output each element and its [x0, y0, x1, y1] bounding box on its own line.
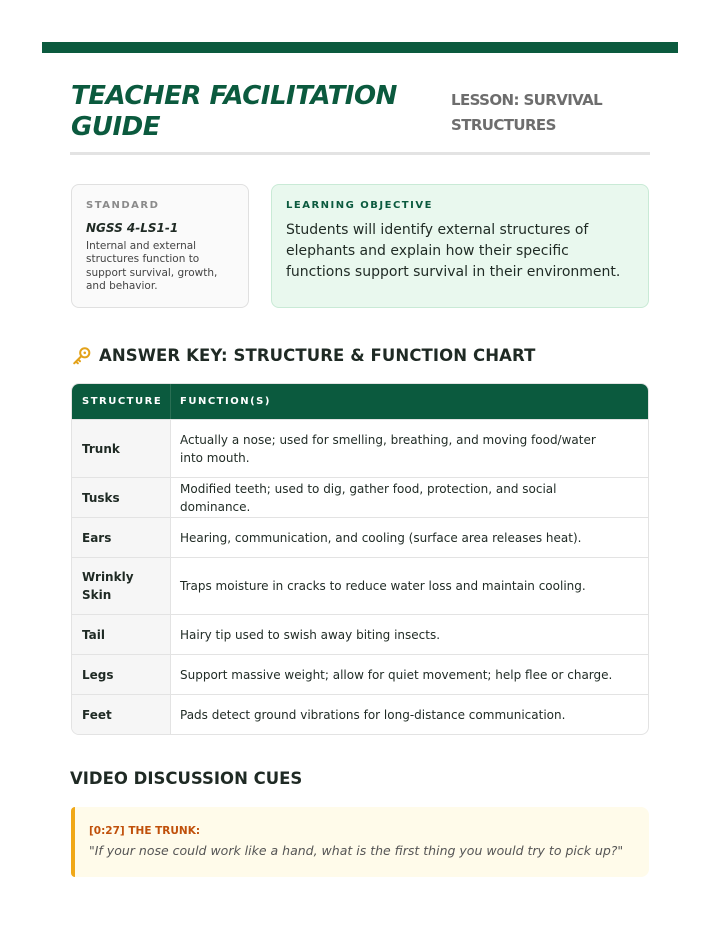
structure-cell: Ears	[72, 518, 171, 557]
function-cell: Actually a nose; used for smelling, breathing, and moving food/water into mouth.	[180, 432, 596, 465]
objective-label: LEARNING OBJECTIVE	[286, 200, 433, 211]
page-title: TEACHER FACILITATION GUIDE	[71, 81, 397, 142]
standard-description: Internal and external structures function to support survival, growth, and behavior.	[86, 240, 218, 293]
standard-code: NGSS 4-LS1-1	[86, 221, 179, 235]
top-accent-bar	[42, 42, 678, 53]
answer-key-heading	[71, 345, 671, 369]
column-header-structure: STRUCTURE	[72, 384, 171, 419]
table-row	[72, 694, 648, 734]
standard-label: STANDARD	[86, 200, 160, 211]
table-row	[72, 654, 648, 694]
structure-cell: Feet	[72, 695, 171, 734]
header-divider	[70, 152, 650, 155]
objective-card	[271, 184, 649, 308]
table-row	[72, 614, 648, 654]
video-cues-heading: VIDEO DISCUSSION CUES	[70, 769, 303, 788]
structure-cell: Trunk	[72, 420, 171, 477]
function-cell: Hearing, communication, and cooling (surface area releases heat).	[180, 530, 582, 545]
table-row	[72, 517, 648, 557]
cue-question: "If your nose could work like a hand, what is the first thing you would try to pick up?"	[89, 843, 624, 858]
structure-cell: Legs	[72, 655, 171, 694]
column-header-function: FUNCTION(S)	[180, 396, 271, 407]
function-cell: Pads detect ground vibrations for long-distance communication.	[180, 707, 566, 722]
structure-cell: Tusks	[72, 478, 171, 517]
lesson-title: LESSON: SURVIVAL STRUCTURES	[451, 91, 603, 134]
objective-text: Students will identify external structures of elephants and explain how their specific functions support survival in their environment.	[286, 222, 621, 280]
function-cell: Traps moisture in cracks to reduce water loss and maintain cooling.	[180, 579, 586, 593]
discussion-cue-card	[71, 807, 649, 877]
table-row	[72, 557, 648, 614]
structure-function-table	[71, 383, 649, 735]
cue-timestamp-label: [0:27] THE TRUNK:	[89, 825, 201, 837]
structure-cell: Wrinkly Skin	[72, 558, 171, 614]
answer-key-title: ANSWER KEY: STRUCTURE & FUNCTION CHART	[99, 346, 536, 365]
function-cell: Modified teeth; used to dig, gather food, protection, and social dominance.	[180, 481, 557, 514]
table-row	[72, 477, 648, 517]
table-row	[72, 419, 648, 477]
function-cell: Support massive weight; allow for quiet movement; help flee or charge.	[180, 667, 613, 682]
structure-cell: Tail	[72, 615, 171, 654]
table-header	[72, 384, 648, 419]
key-icon	[71, 345, 93, 367]
standard-card	[71, 184, 249, 308]
function-cell: Hairy tip used to swish away biting insects.	[180, 627, 441, 642]
